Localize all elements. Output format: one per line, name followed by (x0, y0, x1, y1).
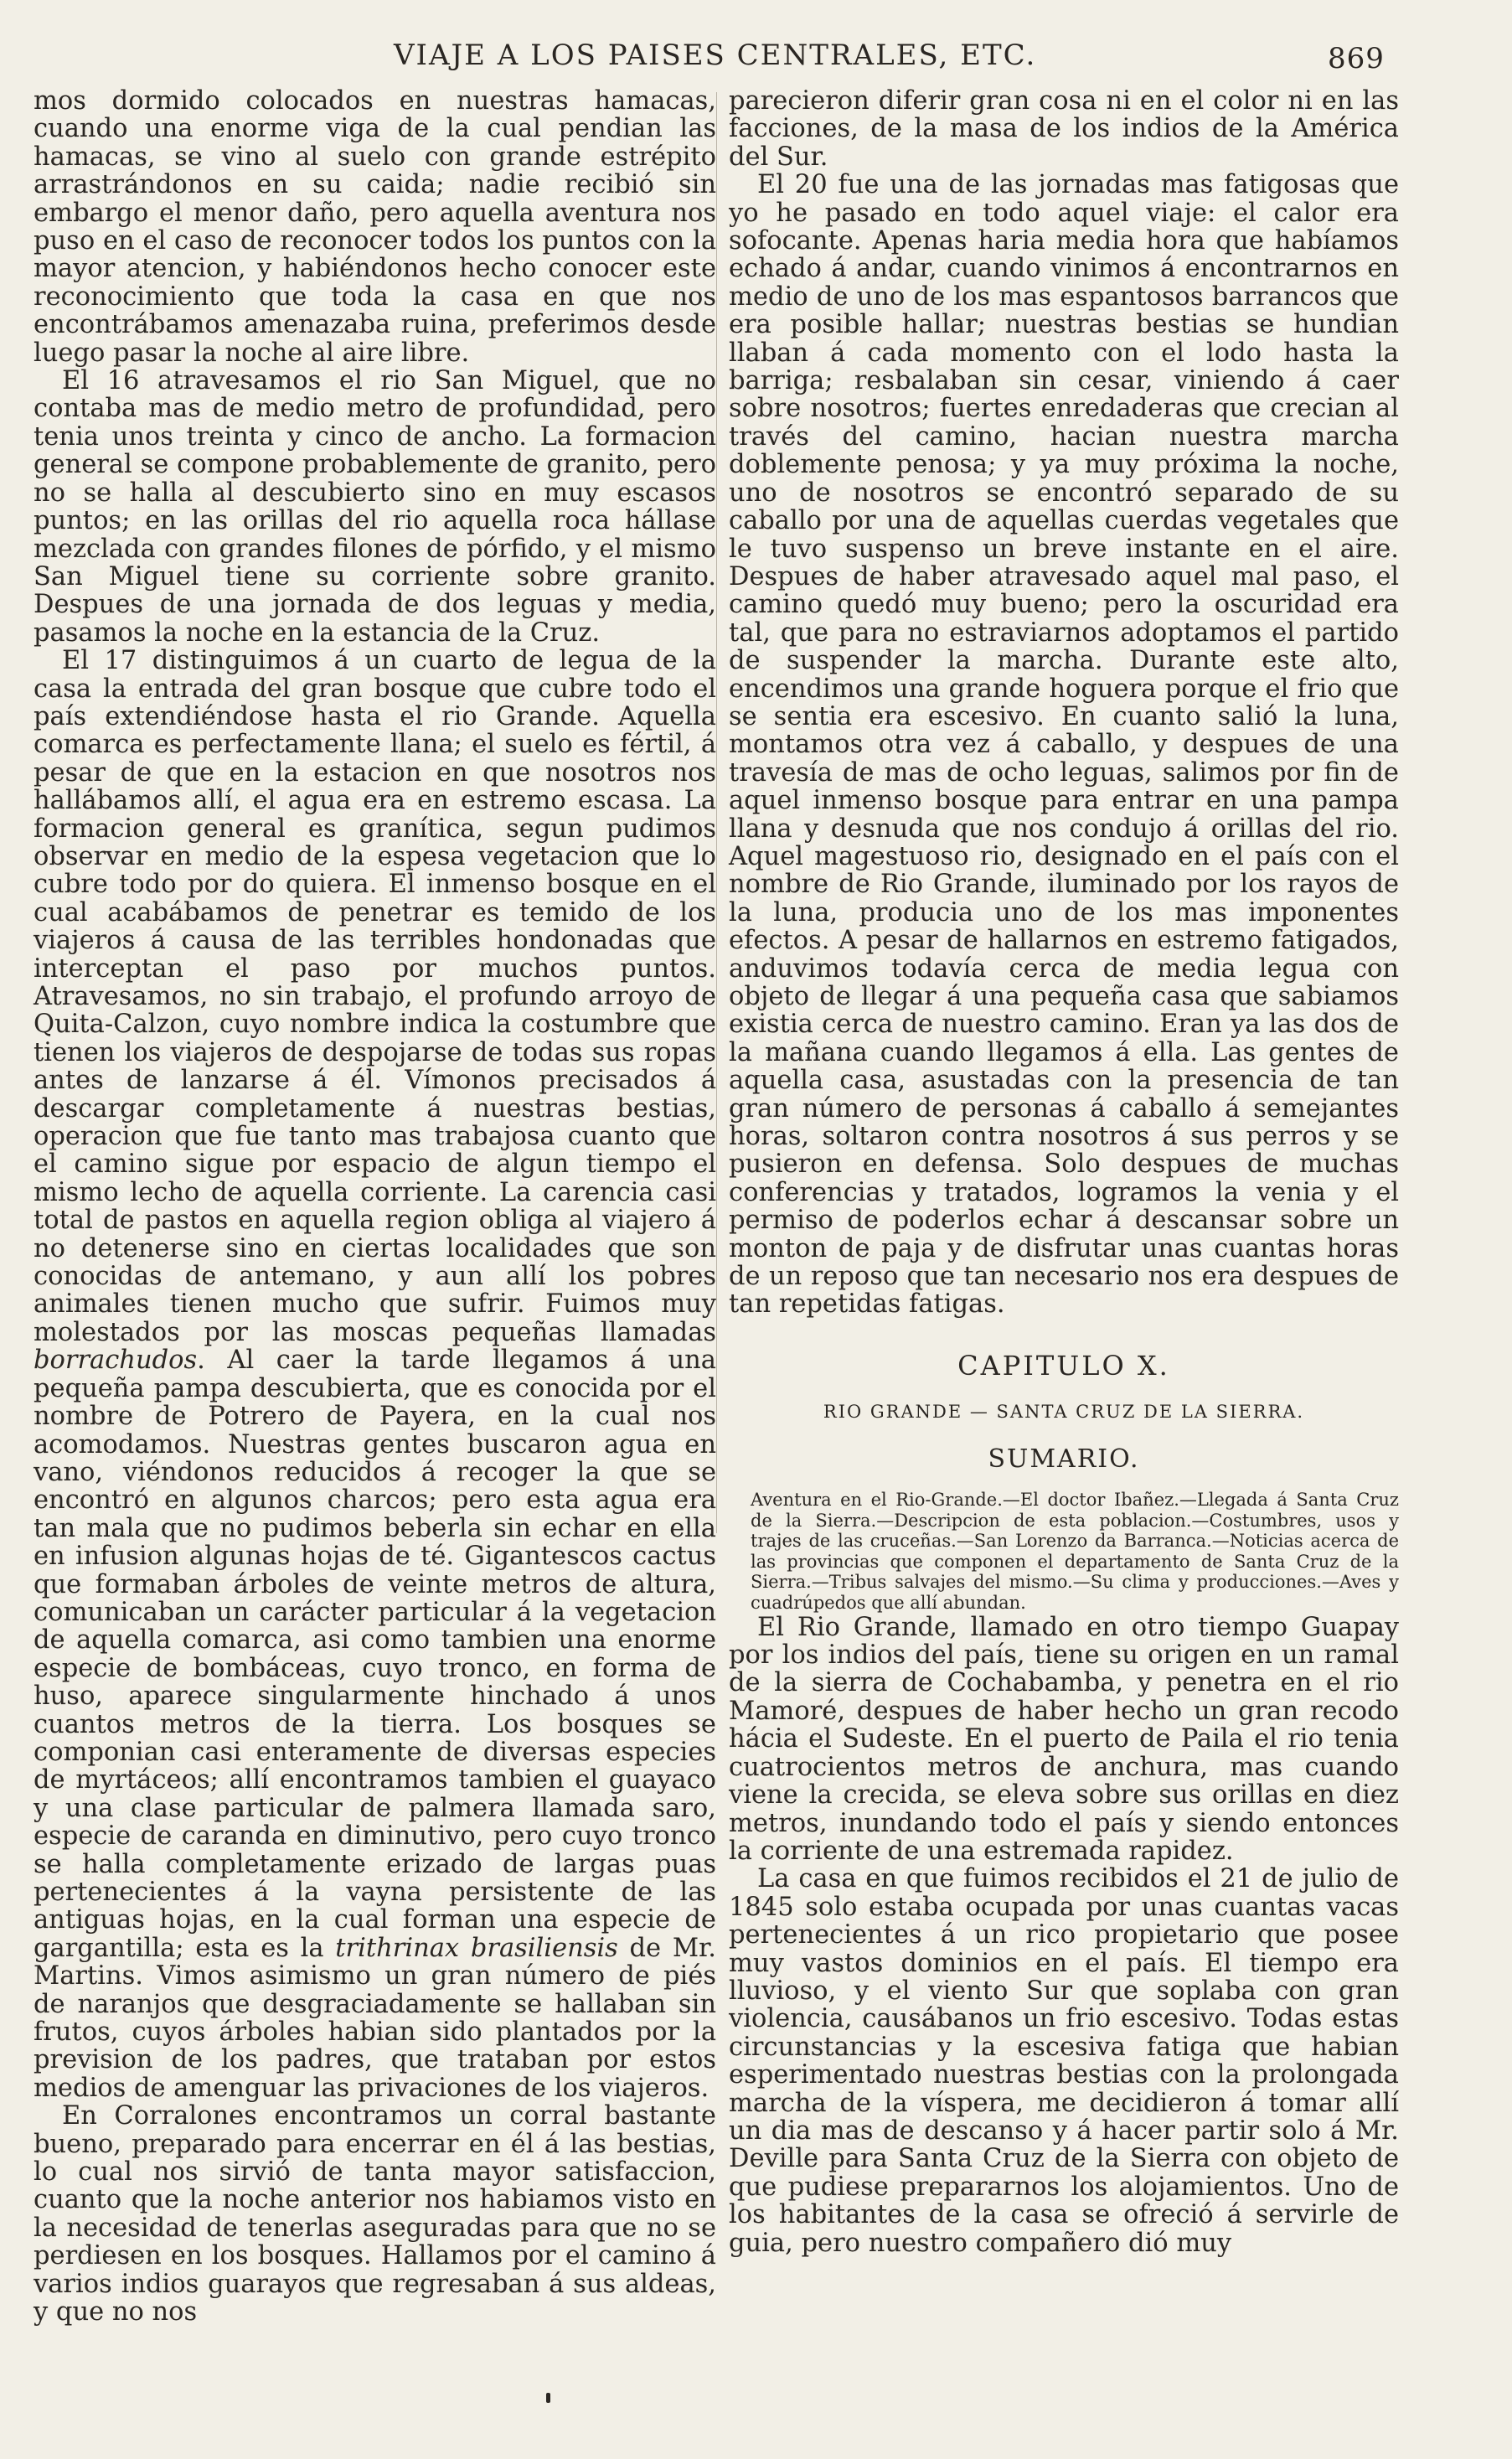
left-paragraph-3 (34, 647, 716, 2102)
right-paragraph-3: El Rio Grande, llamado en otro tiempo Guapay por los indios del país, tiene su origen en un ramal de la sierra de Cochabamba, y penetra en el rio Mamoré, despues de haber hecho un gran recodo hácia el Sudeste. En el puerto de Paila el rio tenia cuatrocientos metros de anchura, mas cuando viene la crecida, se eleva sobre sus orillas en diez metros, inundando todo el país y siendo entonces la corriente de una estremada rapidez. (729, 1612, 1399, 1866)
running-head (34, 34, 1399, 84)
paragraph-text: En Corralones encontramos un corral bastante bueno, preparado para encerrar en él á las bestias, lo cual nos sirvió de tanta mayor satisfaccion, cuanto que la noche anterior nos habiamos visto en la necesidad de tenerlas aseguradas para que no se perdiesen en los bosques. Hallamos por el camino á varios indios guarayos que regresaban á sus aldeas, y que no nos (34, 2101, 716, 2327)
left-paragraph-1: mos dormido colocados en nuestras hamacas, cuando una enorme viga de la cual pendian las hamacas, se vino al suelo con grande estrépito arrastrándonos en su caida; nadie recibió sin embargo el menor daño, pero aquella aventura nos puso en el caso de reconocer todos los puntos con la mayor atencion, y habiéndonos hecho conocer este reconocimiento que toda la casa en que nos encontrábamos amenazaba ruina, preferimos desde luego pasar la noche al aire libre. (34, 86, 716, 368)
book-page (34, 34, 1399, 2421)
left-column (34, 87, 716, 2327)
page-number: 869 (1328, 42, 1385, 75)
left-paragraph-4 (34, 2102, 716, 2326)
chapter-subtitle: RIO GRANDE — SANTA CRUZ DE LA SIERRA. (823, 1402, 1305, 1423)
summary-text: Aventura en el Rio-Grande.—El doctor Ibañez.—Llegada á Santa Cruz de la Sierra.—Descripcion de esta poblacion.—Costumbres, usos y trajes de las cruceñas.—San Lorenzo da Barranca.—Noticias acerca de las provincias que componen el departamento de Santa Cruz de la Sierra.—Tribus salvajes del mismo.—Su clima y producciones.—Aves y cuadrúpedos que allí abundan. (751, 1490, 1399, 1614)
ink-mark (546, 2393, 550, 2403)
right-paragraph-1: parecieron diferir gran cosa ni en el color ni en las facciones, de la masa de los indios de la América del Sur. (729, 86, 1399, 172)
summary-title: SUMARIO. (988, 1444, 1140, 1474)
running-title: VIAJE A LOS PAISES CENTRALES, ETC. (394, 39, 1037, 72)
italic-term-borrachudos: borrachudos (34, 1346, 198, 1376)
paragraph-text: . Al caer la tarde llegamos á una pequeña pampa descubierta, que es conocida por el nombre de Potrero de Payera, en la cual nos acomodamos. Nuestras gentes buscaron agua en vano, viéndonos reducidos á recoger la que se encontró en algunos charcos; pero esta agua era tan mala que no pudimos beberla sin echar en ella en infusion algunas hojas de té. Gigantescos cactus que formaban árboles de veinte metros de altura, comunicaban un carácter particular á la vegetacion de aquella comarca, asi como tambien una enorme especie de bombáceas, cuyo tronco, en forma de huso, aparece singularmente hinchado á unos cuantos metros de la tierra. Los bosques se componian casi enteramente de diversas especies de myrtáceos; allí encontramos tambien el guayaco y una clase particular de palmera llamada saro, especie de caranda en diminutivo, pero cuyo tronco se halla completamente erizado de largas puas pertenecientes á la vayna persistente de las antiguas hojas, en la cual forman una especie de gargantilla; esta es la (34, 1346, 716, 1963)
column-divider (716, 92, 717, 1533)
left-paragraph-2 (34, 367, 716, 647)
right-paragraph-4: La casa en que fuimos recibidos el 21 de julio de 1845 solo estaba ocupada por unas cuantas vacas pertenecientes á un rico propietario que posee muy vastos dominios en el país. El tiempo era lluvioso, y el viento Sur que soplaba con gran violencia, causábanos un frio escesivo. Todas estas circunstancias y la escesiva fatiga que habian esperimentado nuestras bestias con la prolongada marcha de la víspera, me decidieron á tomar allí un dia mas de descanso y á hacer partir solo á Mr. Deville para Santa Cruz de la Sierra con objeto de que pudiese prepararnos los alojamientos. Uno de los habitantes de la casa se ofreció á servirle de guia, pero nuestro compañero dió muy (729, 1864, 1399, 2258)
paragraph-text: El 16 atravesamos el rio San Miguel, que no contaba mas de medio metro de profundidad, pero tenia unos treinta y cinco de ancho. La formacion general se compone probablemente de granito, pero no se halla al descubierto sino en muy escasos puntos; en las orillas del rio aquella roca hállase mezclada con grandes filones de pórfido, y el mismo San Miguel tiene su corriente sobre granito. Despues de una jornada de dos leguas y media, pasamos la noche en la estancia de la Cruz. (34, 366, 716, 648)
paragraph-text: de Mr. Martins. Vimos asimismo un gran número de piés de naranjos que desgraciadamente se hallaban sin frutos, cuyos árboles habian sido plantados por la prevision de los padres, que trataban por estos medios de amenguar las privaciones de los viajeros. (34, 1933, 716, 2103)
chapter-title: CAPITULO X. (957, 1349, 1170, 1382)
right-paragraph-2: El 20 fue una de las jornadas mas fatigosas que yo he pasado en todo aquel viaje: el calor era sofocante. Apenas haria media hora que habíamos echado á andar, cuando vinimos á encontrarnos en medio de uno de los mas espantosos barrancos que era posible hallar; nuestras bestias se hundian llaban á cada momento con el lodo hasta la barriga; resbalaban sin cesar, viniendo á caer sobre nosotros; fuertes enredaderas que crecian al través del camino, hacian nuestra marcha doblemente penosa; y ya muy próxima la noche, uno de nosotros se encontró separado de su caballo por una de aquellas cuerdas vegetales que le tuvo suspenso un breve instante en el aire. Despues de haber atravesado aquel mal paso, el camino quedó muy bueno; pero la oscuridad era tal, que para no estraviarnos adoptamos el partido de suspender la marcha. Durante este alto, encendimos una grande hoguera porque el frio que se sentia era escesivo. En cuanto salió la luna, montamos otra vez á caballo, y despues de una travesía de mas de ocho leguas, salimos por fin de aquel inmenso bosque para entrar en una pampa llana y desnuda que nos condujo á orillas del rio. Aquel magestuoso rio, designado en el país con el nombre de Rio Grande, iluminado por los rayos de la luna, producia uno de los mas imponentes efectos. A pesar de hallarnos en estremo fatigados, anduvimos todavía cerca de media legua con objeto de llegar á una pequeña casa que sabiamos existia cerca de nuestro camino. Eran ya las dos de la mañana cuando llegamos á ella. Las gentes de aquella casa, asustadas con la presencia de tan gran número de personas á caballo á semejantes horas, soltaron contra nosotros á sus perros y se pusieron en defensa. Solo despues de muchas conferencias y tratados, logramos la venia y el permiso de poderlos echar á descansar sobre un monton de paja y de disfrutar unas cuantas horas de un reposo que tan necesario nos era despues de tan repetidas fatigas. (729, 170, 1399, 1320)
italic-term-trithrinax: trithrinax brasiliensis (335, 1933, 618, 1963)
right-column (729, 87, 1399, 2257)
paragraph-text: El 17 distinguimos á un cuarto de legua de la casa la entrada del gran bosque que cubre todo el país extendiéndose hasta el rio Grande. Aquella comarca es perfectamente llana; el suelo es fértil, á pesar de que en la estacion en que nosotros nos hallábamos allí, el agua era en estremo escasa. La formacion general es granítica, segun pudimos observar en medio de la espesa vegetacion que lo cubre todo por do quiera. El inmenso bosque en el cual acabábamos de penetrar es temido de los viajeros á causa de las terribles hondonadas que interceptan el paso por muchos puntos. Atravesamos, no sin trabajo, el profundo arroyo de Quita-Calzon, cuyo nombre indica la costumbre que tienen los viajeros de despojarse de todas sus ropas antes de lanzarse á él. Vímonos precisados á descargar completamente á nuestras bestias, operacion que fue tanto mas trabajosa cuanto que el camino sigue por espacio de algun tiempo el mismo lecho de aquella corriente. La carencia casi total de pastos en aquella region obliga al viajero á no detenerse sino en ciertas localidades que son conocidas de antemano, y aun allí los pobres animales tienen mucho que sufrir. Fuimos muy molestados por las moscas pequeñas llamadas (34, 646, 716, 1347)
